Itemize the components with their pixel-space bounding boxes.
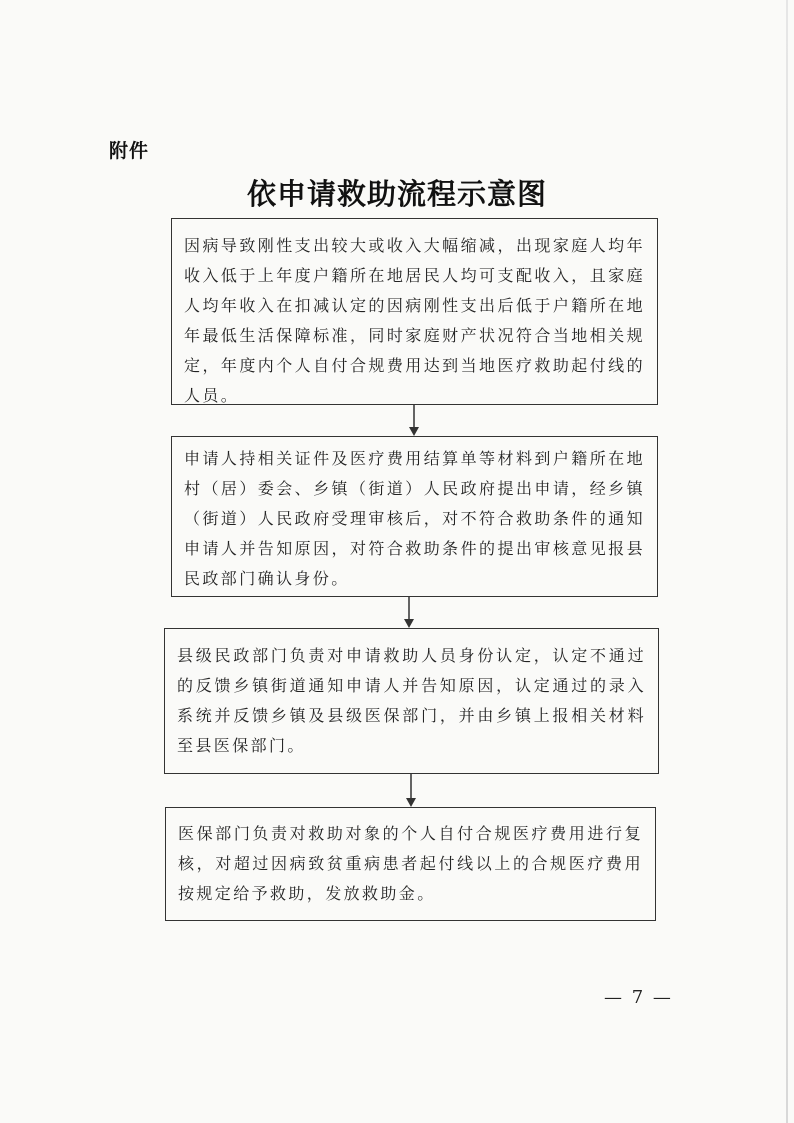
flow-arrow-1: [408, 405, 420, 436]
flow-step-2: 申请人持相关证件及医疗费用结算单等材料到户籍所在地村（居）委会、乡镇（街道）人民政府提出申请，经乡镇（街道）人民政府受理审核后，对不符合救助条件的通知申请人并告知原因，对符合救助条件的提出审核意见报县民政部门确认身份。: [171, 436, 658, 597]
flow-step-4: 医保部门负责对救助对象的个人自付合规医疗费用进行复核，对超过因病致贫重病患者起付线以上的合规医疗费用按规定给予救助，发放救助金。: [165, 807, 656, 921]
page-title: 依申请救助流程示意图: [246, 177, 547, 211]
scan-edge: [786, 0, 788, 1123]
flow-arrow-3: [405, 774, 417, 807]
flow-step-3: 县级民政部门负责对申请救助人员身份认定，认定不通过的反馈乡镇街道通知申请人并告知原因，认定通过的录入系统并反馈乡镇及县级医保部门，并由乡镇上报相关材料至县医保部门。: [164, 628, 659, 774]
flow-step-1: 因病导致刚性支出较大或收入大幅缩减，出现家庭人均年收入低于上年度户籍所在地居民人均可支配收入，且家庭人均年收入在扣减认定的因病刚性支出后低于户籍所在地年最低生活保障标准，同时家庭财产状况符合当地相关规定，年度内个人自付合规费用达到当地医疗救助起付线的人员。: [171, 218, 658, 405]
page-number: — 7 —: [604, 987, 673, 1008]
flow-arrow-2: [403, 597, 415, 628]
attachment-label: 附件: [109, 140, 150, 162]
